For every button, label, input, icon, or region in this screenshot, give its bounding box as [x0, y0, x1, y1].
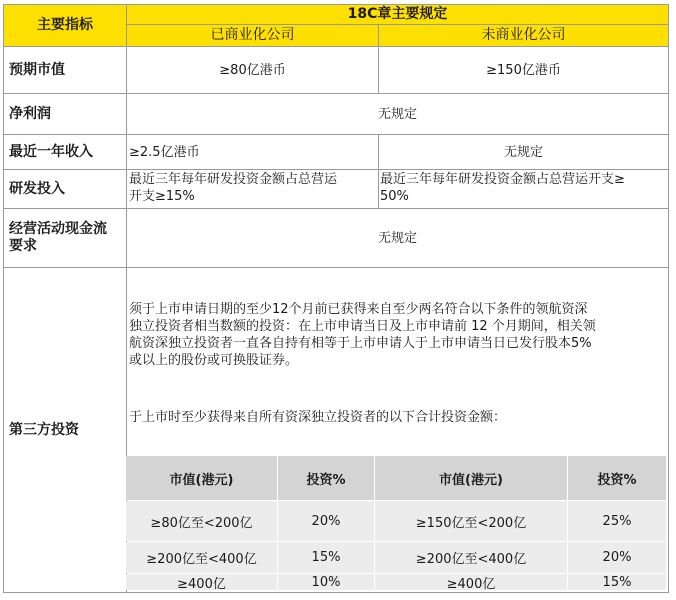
- non-commercialized-header: 未商业化公司: [379, 25, 668, 46]
- rd-non-commercialized-line1: 最近三年每年研发投资金额占总营运开支≥: [380, 172, 625, 187]
- table-row-2-pct-b: 20%: [568, 542, 666, 573]
- cashflow-label: [4, 209, 126, 267]
- table-row-3-market-cap-b: ≥400亿: [375, 574, 567, 590]
- third-party-aggregate: 于上市时至少获得来自所有资深独立投资者的以下合计投资金额：: [129, 410, 507, 425]
- third-party-label: 第三方投资: [9, 421, 79, 438]
- rd-non-commercialized-line2: 50%: [380, 189, 409, 204]
- table-row-1-pct-a: 20%: [278, 501, 374, 541]
- table-row-1-pct-b: 25%: [568, 501, 666, 541]
- cashflow-value: 无规定: [377, 230, 417, 246]
- net-profit-label: 净利润: [9, 105, 51, 122]
- requirement-line3: 航资深独立投资者一直各自持有相等于上市申请人于上市申请当日已发行股本5%: [129, 336, 592, 351]
- revenue-label: 最近一年收入: [9, 143, 93, 160]
- table-row-3-pct-a: 10%: [278, 574, 374, 590]
- rd-commercialized-line1: 最近三年每年研发投资金额占总营运: [129, 172, 338, 187]
- rd-commercialized: [129, 171, 378, 207]
- rd-commercialized-line2: 开支≥15%: [129, 189, 195, 204]
- commercialized-header: 已商业化公司: [127, 25, 378, 46]
- requirement-line4: 或以上的股份或可换股证券。: [129, 353, 299, 368]
- table-row-2-market-cap-a: ≥200亿至<400亿: [126, 542, 277, 573]
- cashflow-label-line1: 经营活动现金流: [9, 221, 107, 237]
- revenue-non-commercialized: 无规定: [503, 144, 543, 160]
- cashflow-label-line2: 要求: [9, 238, 37, 254]
- rd-label: 研发投入: [9, 180, 65, 197]
- main-indicator-header: 主要指标: [4, 5, 126, 46]
- table-row-2-pct-a: 15%: [278, 542, 374, 573]
- market-cap-label: 预期市值: [9, 61, 65, 78]
- table-header-market-cap-2: 市值(港元): [375, 456, 567, 500]
- rd-non-commercialized: [380, 171, 668, 207]
- table-header-investment-pct-2: 投资%: [568, 456, 666, 500]
- table-row-1-market-cap-a: ≥80亿至<200亿: [126, 501, 277, 541]
- requirement-line2: 独立投资者相当数额的投资：在上市申请当日及上市申请前 12 个月期间，相关领: [129, 319, 596, 334]
- table-row-2-market-cap-b: ≥200亿至<400亿: [375, 542, 567, 573]
- requirement-line1: 须于上市申请日期的至少12个月前已获得来自至少两名符合以下条件的领航资深: [129, 302, 588, 317]
- net-profit-value: 无规定: [377, 106, 417, 122]
- table-header-market-cap-1: 市值(港元): [126, 456, 277, 500]
- market-cap-commercialized: ≥80亿港币: [219, 62, 286, 78]
- regulation-table: [3, 4, 669, 593]
- table-row-1-market-cap-b: ≥150亿至<200亿: [375, 501, 567, 541]
- table-header-investment-pct-1: 投资%: [278, 456, 374, 500]
- table-row-3-pct-b: 15%: [568, 574, 666, 590]
- market-cap-non-commercialized: ≥150亿港币: [486, 62, 561, 78]
- table-row-3-market-cap-a: ≥400亿: [126, 574, 277, 590]
- revenue-commercialized: ≥2.5亿港币: [129, 144, 200, 160]
- chapter-18c-title: 18C章主要规定: [127, 5, 668, 24]
- investment-threshold-table: [126, 456, 666, 590]
- third-party-requirement: [129, 301, 667, 371]
